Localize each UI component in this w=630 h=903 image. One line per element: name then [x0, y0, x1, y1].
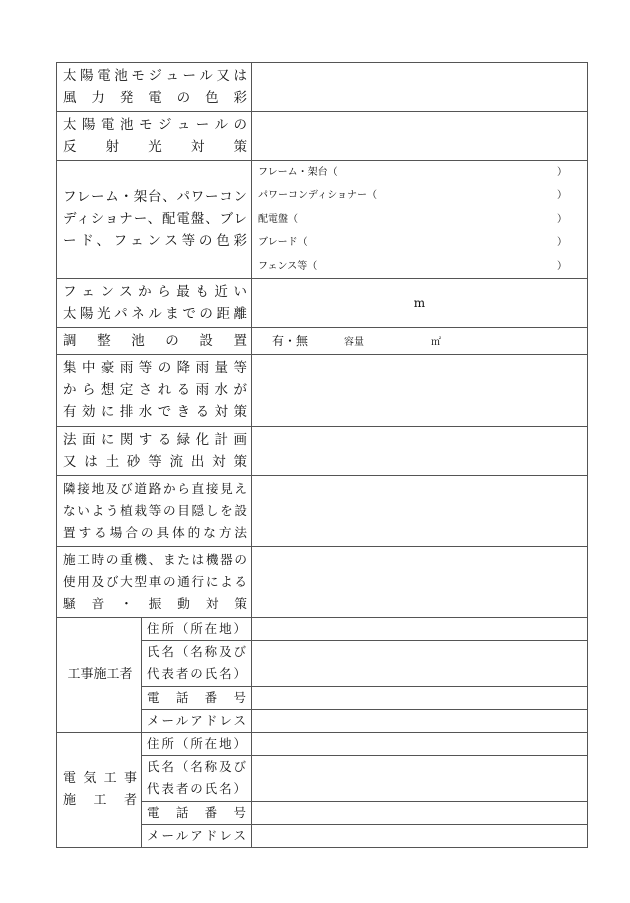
contractor-email-label: メールアドレス	[142, 709, 252, 732]
label-rain: 集中豪雨等の降雨量等 から想定される雨水が 有効に排水できる対策	[57, 354, 252, 426]
application-form-table	[56, 62, 588, 848]
contractor-phone-field[interactable]	[252, 686, 588, 709]
field-solar-color[interactable]	[252, 63, 588, 112]
contractor-name-field[interactable]	[252, 640, 588, 686]
field-pond	[252, 327, 588, 354]
field-slope[interactable]	[252, 426, 588, 475]
contractor-address-field[interactable]	[252, 617, 588, 640]
contractor-email-field[interactable]	[252, 709, 588, 732]
label-pond: 調 整 池 の 設 置	[57, 327, 252, 354]
power-conditioner-item-name: パワーコンディショナー（	[258, 190, 377, 202]
blade-item[interactable]	[252, 231, 587, 254]
label-slope: 法面に関する緑化計画 又は土砂等流出対策	[57, 426, 252, 475]
electrical-email-label: メールアドレス	[142, 824, 252, 847]
field-rain[interactable]	[252, 354, 588, 426]
frame-item-close: ）	[557, 167, 567, 178]
electrical-email-field[interactable]	[252, 824, 588, 847]
electrical-name-label: 氏名（名称及び 代表者の氏名）	[142, 755, 252, 801]
power-conditioner-item[interactable]	[252, 184, 587, 207]
switchboard-item-close: ）	[557, 213, 567, 225]
label-solar-color: 太陽電池モジュール又は 風 力 発 電 の 色 彩	[57, 63, 252, 112]
row-reflection	[57, 112, 588, 161]
row-solar-color	[57, 63, 588, 112]
pond-option[interactable]: 有・無	[272, 334, 309, 349]
field-screening[interactable]	[252, 475, 588, 546]
row-fence-distance	[57, 278, 588, 327]
blade-item-name: ブレード（	[258, 237, 308, 249]
frame-item[interactable]	[252, 161, 587, 184]
pond-capacity-unit: ㎡	[431, 337, 441, 349]
switchboard-item[interactable]	[252, 208, 587, 231]
row-slope	[57, 426, 588, 475]
electrical-address-field[interactable]	[252, 732, 588, 755]
electrical-name-field[interactable]	[252, 755, 588, 801]
row-rain	[57, 354, 588, 426]
row-screening	[57, 475, 588, 546]
field-frame-color	[252, 161, 588, 279]
fence-item[interactable]	[252, 255, 587, 278]
row-frame-color	[57, 161, 588, 279]
field-reflection[interactable]	[252, 112, 588, 161]
label-frame-color: フレーム・架台、パワーコンディショナー、配電盤、ブレード、フェンス等の色彩	[57, 161, 252, 279]
distance-unit: m	[413, 295, 426, 310]
switchboard-item-name: 配電盤（	[258, 213, 298, 225]
power-conditioner-item-close: ）	[557, 190, 567, 202]
row-pond	[57, 327, 588, 354]
electrical-address-label: 住所（所在地）	[142, 732, 252, 755]
label-fence-distance: フェンスから最も近い 太陽光パネルまでの距離	[57, 278, 252, 327]
frame-item-name: フレーム・架台（	[258, 167, 338, 178]
contractor-name-label: 氏名（名称及び 代表者の氏名）	[142, 640, 252, 686]
field-fence-distance[interactable]	[252, 278, 588, 327]
contractor-phone-label: 電 話 番 号	[142, 686, 252, 709]
label-contractor: 工事施工者	[57, 617, 142, 732]
contractor-address-row	[57, 617, 588, 640]
pond-capacity-label: 容量	[344, 337, 364, 349]
row-noise	[57, 546, 588, 617]
electrical-phone-field[interactable]	[252, 801, 588, 824]
label-noise: 施工時の重機、または機器の 使用及び大型車の通行による 騒 音 ・ 振 動 対 策	[57, 546, 252, 617]
label-electrical: 電気工事 施 工 者	[57, 732, 142, 847]
field-noise[interactable]	[252, 546, 588, 617]
contractor-address-label: 住所（所在地）	[142, 617, 252, 640]
blade-item-close: ）	[557, 237, 567, 249]
fence-item-close: ）	[557, 260, 567, 272]
electrical-phone-label: 電 話 番 号	[142, 801, 252, 824]
electrical-address-row	[57, 732, 588, 755]
label-reflection: 太陽電池モジュールの 反 射 光 対 策	[57, 112, 252, 161]
fence-item-name: フェンス等（	[258, 260, 318, 272]
label-screening: 隣接地及び道路から直接見え ないよう植栽等の目隠しを設 置する場合の具体的な方法	[57, 475, 252, 546]
